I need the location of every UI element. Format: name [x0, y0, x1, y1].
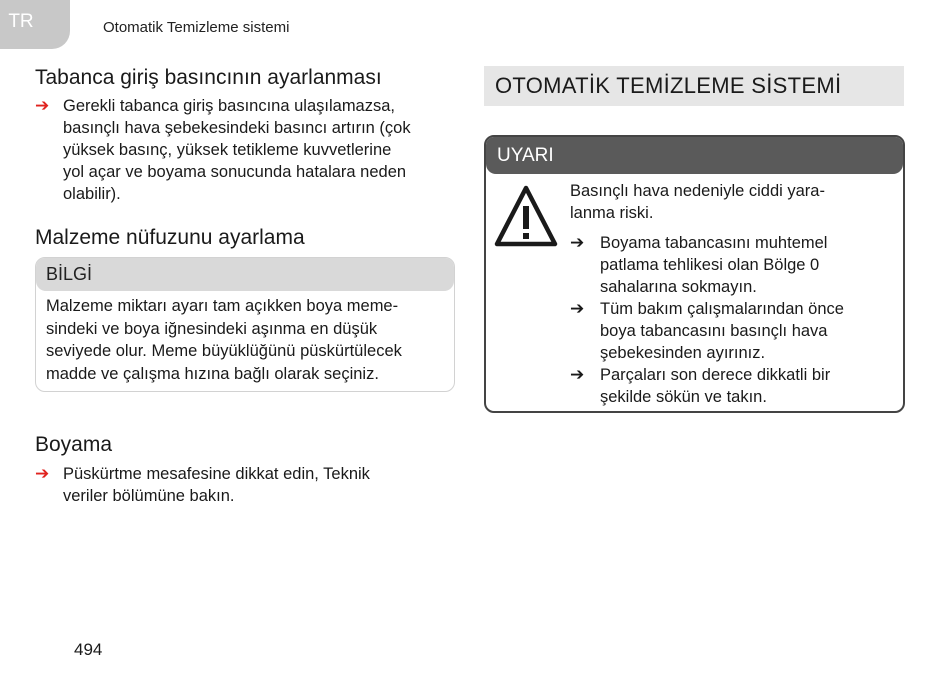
warning-box [484, 135, 905, 413]
language-tab [0, 0, 70, 49]
arrow-right-icon: ➔ [570, 233, 585, 252]
arrow-right-icon: ➔ [570, 365, 585, 384]
bullet-line: olabilir). [63, 185, 121, 203]
running-header-title: Otomatik Temizleme sistemi [103, 19, 290, 36]
section-title-painting: Boyama [35, 433, 113, 456]
warning-intro [570, 180, 900, 224]
info-line: sindeki ve boya iğnesindeki aşınma en düşük [46, 319, 378, 338]
arrow-right-icon: ➔ [35, 96, 50, 115]
page-number: 494 [74, 640, 103, 659]
warning-label: UYARI [486, 137, 903, 174]
bullet-line: basınçlı hava şebekesindeki basıncı artırın (çok [63, 119, 411, 137]
warning-item-line: Boyama tabancasını muhtemel [600, 234, 828, 252]
painting-bullet [35, 463, 370, 505]
warning-triangle-icon [494, 184, 558, 250]
arrow-right-icon: ➔ [570, 299, 585, 318]
info-line: seviyede olur. Meme büyüklüğünü püskürtülecek [46, 342, 402, 360]
warning-item-line: patlama tehlikesi olan Bölge 0 [600, 256, 820, 274]
pressure-bullet [35, 95, 411, 203]
info-box [35, 257, 455, 392]
info-box-label: BİLGİ [36, 258, 454, 291]
warning-item-line: Parçaları son derece dikkatli bir [600, 366, 831, 384]
section-title-pressure: Tabanca giriş basıncının ayarlanması [35, 66, 382, 89]
warning-item [570, 232, 900, 296]
bullet-line: veriler bölümüne bakın. [63, 487, 235, 505]
warning-item-line: sahalarına sokmayın. [600, 278, 757, 296]
warning-item-line: şekilde sökün ve takın. [600, 388, 767, 406]
warning-item-line: boya tabancasını basınçlı hava [600, 322, 828, 340]
bullet-line: yüksek basınç, yüksek tetikleme kuvvetlerine [63, 141, 392, 159]
warning-intro-line: lanma riski. [570, 204, 654, 222]
warning-item-line: şebekesinden ayırınız. [600, 344, 766, 362]
section-title-material: Malzeme nüfuzunu ayarlama [35, 226, 305, 249]
warning-item [570, 364, 900, 406]
chapter-banner: OTOMATİK TEMİZLEME SİSTEMİ [484, 66, 904, 106]
info-line: Malzeme miktarı ayarı tam açıkken boya meme- [46, 297, 399, 315]
language-code: TR [8, 11, 34, 32]
bullet-line: Püskürtme mesafesine dikkat edin, Teknik [63, 465, 370, 483]
warning-item-line: Tüm bakım çalışmalarından önce [600, 300, 844, 318]
info-box-body [46, 295, 451, 385]
warning-intro-line: Basınçlı hava nedeniyle ciddi yara- [570, 182, 825, 200]
bullet-line: yol açar ve boyama sonucunda hatalara neden [63, 163, 407, 181]
arrow-right-icon: ➔ [35, 464, 50, 483]
bullet-line: Gerekli tabanca giriş basıncına ulaşılamazsa, [63, 97, 395, 115]
warning-item [570, 298, 900, 362]
info-line: madde ve çalışma hızına bağlı olarak seçiniz. [46, 364, 379, 383]
